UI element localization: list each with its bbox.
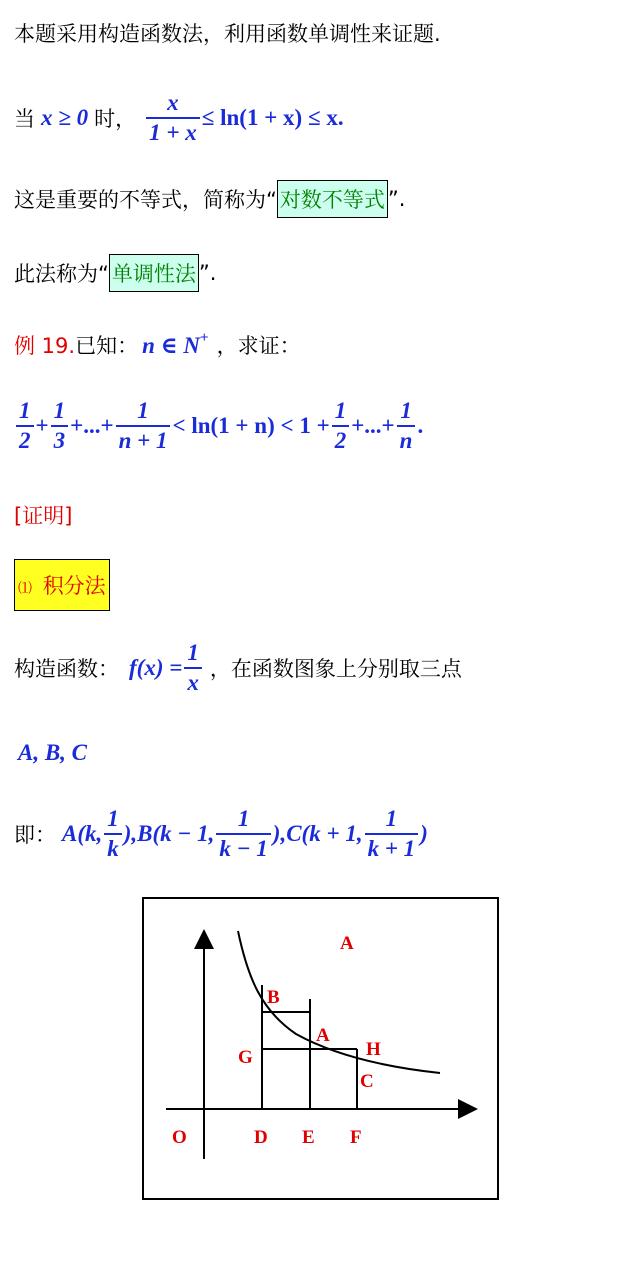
inequality-rest: ≤ ln(1 + x) ≤ x [201,105,338,130]
middle-inequality: < ln(1 + n) < 1 + [172,413,330,438]
method-name-line [14,254,216,292]
numerator: 1 [334,398,347,423]
numerator: 1 [53,398,66,423]
note-text: 这是重要的不等式，简称为“ [14,188,277,212]
when-prefix: 当 [14,107,35,131]
denominator: 1 + x [146,117,200,146]
period: . [337,105,344,130]
fraction-x-over-1px [146,90,200,146]
condition: x ≥ 0 [41,105,89,130]
label-A: A [316,1025,330,1046]
fraction-1-n-plus-1 [116,398,171,454]
denominator: 2 [16,425,34,454]
label-D: D [254,1127,268,1148]
numerator: 1 [19,398,31,423]
fraction-1-n [397,398,416,454]
numerator: 1 [237,806,250,831]
dots: +...+ [70,413,114,438]
note-end: ”. [387,187,406,211]
construct-line [14,640,462,696]
point-b-open: B(k − 1, [137,821,215,846]
numerator: x [167,90,179,115]
method-end: ”. [198,261,217,285]
monotonic-method-box: 单调性法 [109,254,199,292]
fraction-1-k [104,806,122,862]
point-c-close: ) [420,821,428,846]
denominator: n [397,425,416,454]
example-text: 已知： [75,334,139,358]
dots-right: +...+ [351,413,395,438]
denominator: k − 1 [216,833,270,862]
intro-line [14,18,441,48]
label-E: E [302,1127,315,1148]
construct-text: 构造函数： [14,657,119,681]
numerator: 1 [187,640,199,665]
example-sup: + [200,329,209,346]
log-inequality-box: 对数不等式 [277,180,388,218]
integral-method-box [14,559,110,611]
note-line [14,180,405,218]
fraction-1-3 [51,398,69,454]
label-O: O [172,1127,187,1148]
method-text: 此法称为“ [14,262,109,286]
function-lhs: f(x) = [129,655,183,680]
points-def-line [14,806,428,862]
points-line [18,740,87,766]
fraction-1-over-x [184,640,202,696]
method1-number: ⑴ [18,581,32,597]
graph-svg [144,899,501,1202]
points: A, B, C [18,740,88,765]
label-G: G [238,1047,253,1068]
intro-text: 本题采用构造函数法，利用函数单调性来证题. [14,22,441,46]
denominator: 3 [51,425,69,454]
method1-line [14,559,110,611]
point-a-open: A(k, [62,821,103,846]
label-H: H [366,1039,381,1060]
function-graph-figure [142,897,499,1200]
construct-after: ，在函数图象上分别取三点 [209,657,462,681]
numerator: 1 [107,806,119,831]
label-C: C [360,1071,374,1092]
period: . [417,413,424,438]
numerator: 1 [400,398,412,423]
point-a-close: ), [123,821,138,846]
denominator: 2 [332,425,350,454]
fraction-1-k-plus-1 [365,806,419,862]
log-inequality-line [14,90,344,146]
example-label: 例 19. [14,334,76,358]
denominator: k + 1 [365,833,419,862]
target-inequality-line [14,398,423,454]
proof-label: [证明] [14,504,73,528]
numerator: 1 [137,398,149,423]
method1-label: 积分法 [42,574,106,598]
label-A-top: A [340,933,354,954]
numerator: 1 [385,806,398,831]
proof-label-line [14,500,72,530]
denominator: k [104,833,122,862]
label-B: B [267,987,280,1008]
fraction-1-2 [16,398,34,454]
point-b-close: ), [272,821,287,846]
plus: + [35,413,49,438]
points-prefix: 即： [14,823,56,847]
fraction-1-2-right [332,398,350,454]
example-math: n ∈ N [142,332,201,358]
denominator: n + 1 [116,425,171,454]
label-F: F [350,1127,362,1148]
example-line [14,330,301,360]
fraction-1-k-minus-1 [216,806,270,862]
point-c-open: C(k + 1, [286,821,363,846]
example-after: ，求证： [216,334,301,358]
denominator: x [184,667,202,696]
when-suffix: 时， [94,107,137,131]
